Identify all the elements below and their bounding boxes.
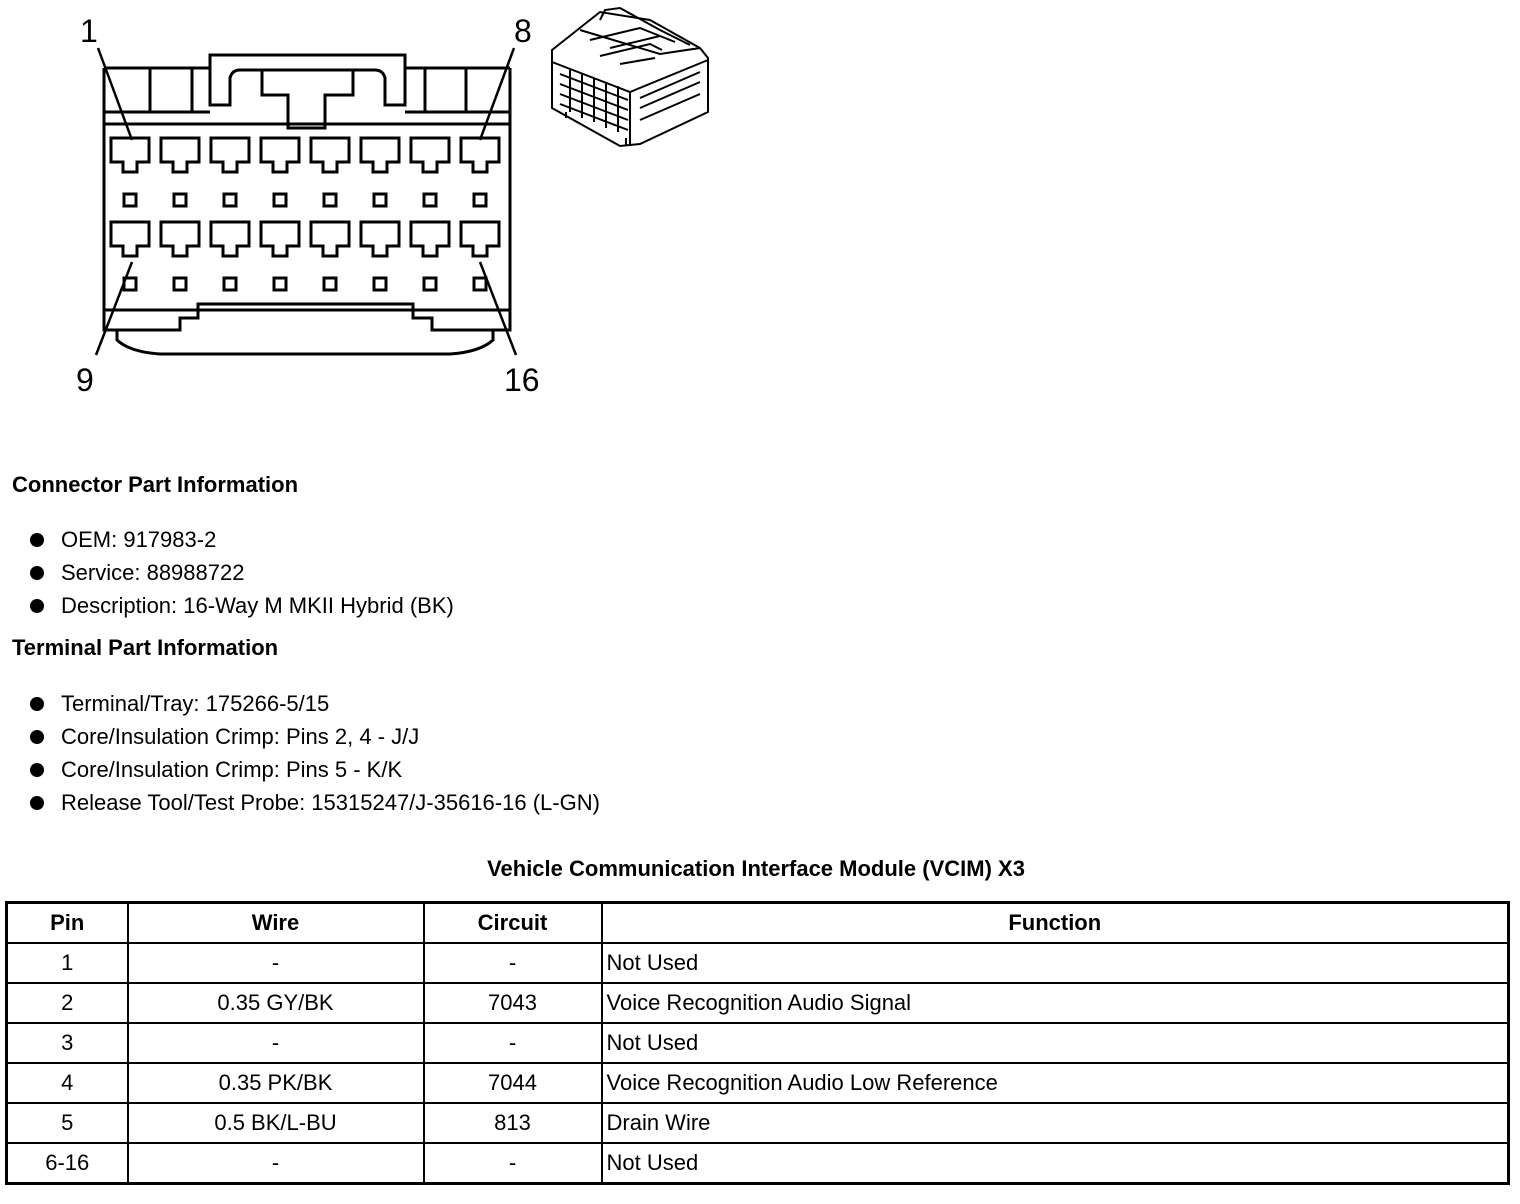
pin-cavity-9 (111, 222, 149, 256)
function-cell: Voice Recognition Audio Signal (602, 983, 1509, 1023)
wire-cell: - (128, 1023, 424, 1063)
pin-cell: 4 (7, 1063, 128, 1103)
table-title: Vehicle Communication Interface Module (VCIM) X3 (487, 856, 1025, 881)
connector-face (104, 55, 510, 354)
pin-label-1: 1 (80, 13, 98, 49)
pin-cell: 3 (7, 1023, 128, 1063)
list-item: OEM: 917983-2 (28, 523, 454, 556)
function-cell: Not Used (602, 1023, 1509, 1063)
table-row (7, 1063, 1509, 1103)
circuit-cell: 7044 (424, 1063, 602, 1103)
bullet-icon (30, 796, 44, 810)
pinout-table (5, 901, 1510, 1185)
pin-lock-square (274, 194, 286, 206)
column-header-wire: Wire (128, 903, 424, 944)
table-row (7, 983, 1509, 1023)
pin-cell: 2 (7, 983, 128, 1023)
wire-cell: - (128, 1143, 424, 1184)
pin-lock-square (424, 194, 436, 206)
pin-cavity-1 (111, 138, 149, 172)
wire-cell: 0.35 GY/BK (128, 983, 424, 1023)
connector-diagram (0, 0, 740, 410)
pin-lock-square (174, 194, 186, 206)
pin-cavity-12 (261, 222, 299, 256)
list-item: Core/Insulation Crimp: Pins 2, 4 - J/J (28, 720, 600, 753)
pin-lock-square (424, 278, 436, 290)
pin-cell: 1 (7, 943, 128, 983)
bullet-icon (30, 763, 44, 777)
bullet-icon (30, 730, 44, 744)
bullet-icon (30, 599, 44, 613)
function-cell: Not Used (602, 1143, 1509, 1184)
pin-lock-square (474, 278, 486, 290)
list-item: Core/Insulation Crimp: Pins 5 - K/K (28, 753, 600, 786)
circuit-cell: 7043 (424, 983, 602, 1023)
circuit-cell: - (424, 943, 602, 983)
function-cell: Not Used (602, 943, 1509, 983)
table-header-row (7, 903, 1509, 944)
pin-label-8: 8 (514, 13, 532, 49)
pin-cavity-4 (261, 138, 299, 172)
wire-cell: 0.5 BK/L-BU (128, 1103, 424, 1143)
list-item: Description: 16-Way M MKII Hybrid (BK) (28, 589, 454, 622)
pin-lock-square (124, 194, 136, 206)
pin-cavity-2 (161, 138, 199, 172)
pin-cavity-11 (211, 222, 249, 256)
pin-cavity-10 (161, 222, 199, 256)
table-row (7, 1143, 1509, 1184)
circuit-cell: - (424, 1023, 602, 1063)
circuit-cell: - (424, 1143, 602, 1184)
pin-cavity-14 (361, 222, 399, 256)
wire-cell: 0.35 PK/BK (128, 1063, 424, 1103)
column-header-pin: Pin (7, 903, 128, 944)
table-row (7, 1023, 1509, 1063)
pin-lock-square (374, 194, 386, 206)
pin-lock-square (324, 194, 336, 206)
pin-cavity-15 (411, 222, 449, 256)
list-item: Release Tool/Test Probe: 15315247/J-35616-16 (L-GN) (28, 786, 600, 819)
pin-cavity-8 (461, 138, 499, 172)
table-row (7, 943, 1509, 983)
column-header-circuit: Circuit (424, 903, 602, 944)
bullet-icon (30, 566, 44, 580)
column-header-function: Function (602, 903, 1509, 944)
circuit-cell: 813 (424, 1103, 602, 1143)
list-item: Terminal/Tray: 175266-5/15 (28, 687, 600, 720)
connector-info-list (28, 523, 454, 622)
connector-info-heading: Connector Part Information (12, 472, 299, 497)
terminal-info-heading: Terminal Part Information (12, 635, 279, 660)
wire-cell: - (128, 943, 424, 983)
pin-cell: 6-16 (7, 1143, 128, 1184)
pin-lock-square (324, 278, 336, 290)
pin-lock-square (224, 194, 236, 206)
pin-cavity-5 (311, 138, 349, 172)
list-item: Service: 88988722 (28, 556, 454, 589)
pin-cavity-13 (311, 222, 349, 256)
pin-cavity-3 (211, 138, 249, 172)
terminal-info-list (28, 687, 600, 819)
function-cell: Drain Wire (602, 1103, 1509, 1143)
pin-cavity-7 (411, 138, 449, 172)
table-row (7, 1103, 1509, 1143)
bullet-icon (30, 697, 44, 711)
bullet-icon (30, 533, 44, 547)
pin-cavity-6 (361, 138, 399, 172)
pin-label-16: 16 (504, 362, 540, 398)
pin-cavities (111, 138, 499, 290)
pin-cavity-16 (461, 222, 499, 256)
pin-lock-square (474, 194, 486, 206)
function-cell: Voice Recognition Audio Low Reference (602, 1063, 1509, 1103)
pin-lock-square (374, 278, 386, 290)
pin-lock-square (224, 278, 236, 290)
pin-label-9: 9 (76, 362, 94, 398)
pin-lock-square (174, 278, 186, 290)
connector-3d-icon (552, 8, 708, 146)
pin-cell: 5 (7, 1103, 128, 1143)
pin-lock-square (274, 278, 286, 290)
